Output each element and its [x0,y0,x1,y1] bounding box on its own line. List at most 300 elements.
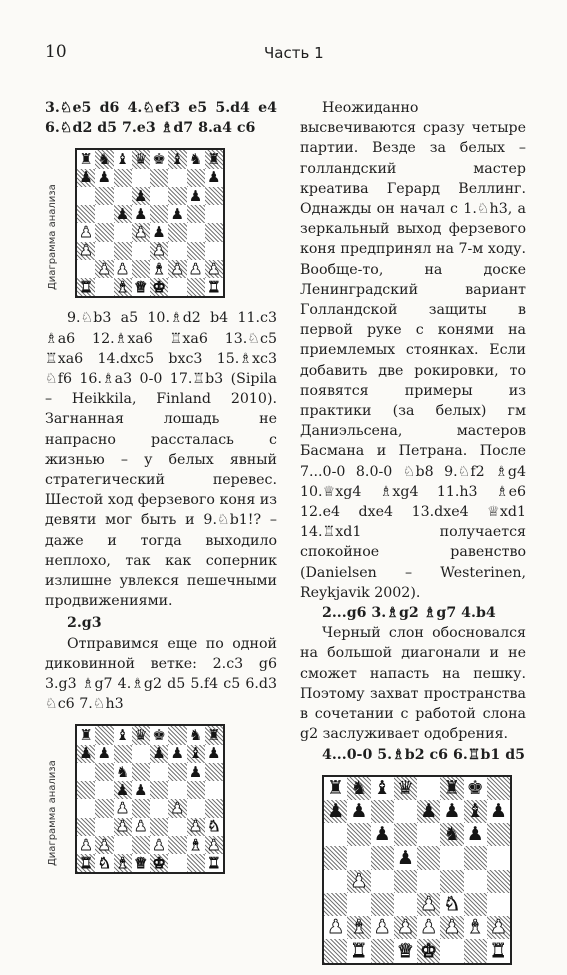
diagram-2 [45,724,277,874]
board-square [95,763,113,781]
board-square [187,726,205,744]
board-square [371,823,394,846]
board-square [187,223,205,241]
board-square [187,763,205,781]
white-pawn-icon: ♟ [207,259,221,278]
board-square [150,150,168,168]
board-square [77,745,95,763]
board-square [440,823,463,846]
black-knight-icon: ♞ [97,150,112,169]
board-square [417,823,440,846]
board-square [205,854,223,872]
left-column [45,98,277,884]
black-pawn-icon: ♟ [97,744,112,763]
white-king-icon: ♚ [152,854,166,872]
board-square [150,745,168,763]
board-square [394,893,417,916]
board-square [205,187,223,205]
black-pawn-icon: ♟ [207,744,221,763]
white-bishop-icon: ♝ [115,854,130,872]
black-pawn-icon: ♟ [466,823,484,846]
board-square [114,260,132,278]
white-pawn-icon: ♟ [396,916,414,939]
white-pawn-icon: ♟ [97,835,112,854]
black-bishop-icon: ♝ [170,150,185,169]
board-square [95,278,113,296]
board-square [168,818,186,836]
board-square [77,818,95,836]
board-square [77,169,95,187]
board-square [132,205,150,223]
board-square [371,893,394,916]
black-pawn-icon: ♟ [152,223,166,242]
white-knight-icon: ♞ [207,817,221,836]
board-square [324,800,347,823]
board-square [150,818,168,836]
analysis-paragraph: 9.♘b3 a5 10.♗d2 b4 11.c3 ♗a6 12.♗xa6 ♖xa6 13.♘c5 ♖xa6 14.dxc5 bxc3 15.♗xc3 ♘f6 16.♗a3 0-0 17.♖b3 (Sipila – Heikkila, Finland 2010). Загнанная лошадь не напрасно рассталась с жизнью – у белых явный стратегический перевес. Шестой ход ферзевого коня из девяти мог быть и 9.♘b1!? – даже и тогда выходило неплохо, так как соперник излишне увлекся пешечными продвижениями. [45,310,277,610]
black-pawn-icon: ♟ [443,800,461,823]
board-square [464,893,487,916]
board-square [168,799,186,817]
white-pawn-icon: ♟ [188,817,203,836]
diagram-label: Диаграмма анализа [47,184,58,291]
board-square [150,763,168,781]
board-square [187,205,205,223]
board-square [168,836,186,854]
board-square [324,823,347,846]
black-pawn-icon: ♟ [327,800,345,823]
board-square [464,870,487,893]
board-square [205,799,223,817]
board-square [187,836,205,854]
white-queen-icon: ♛ [134,854,148,872]
black-pawn-icon: ♟ [207,168,221,187]
board-square [150,854,168,872]
board-square [114,150,132,168]
white-knight-icon: ♞ [97,854,112,872]
black-pawn-icon: ♟ [188,186,203,205]
board-square [168,187,186,205]
white-pawn-icon: ♟ [152,241,166,260]
black-pawn-icon: ♟ [152,744,166,763]
board-square [150,205,168,223]
board-square [205,223,223,241]
board-square [150,169,168,187]
board-square [487,870,510,893]
board-square [95,836,113,854]
black-bishop-icon: ♝ [373,776,391,799]
black-rook-icon: ♜ [327,776,345,799]
board-square [205,726,223,744]
black-rook-icon: ♜ [207,150,221,169]
board-square [132,223,150,241]
page-number: 10 [45,42,67,62]
board-square [114,242,132,260]
board-square [371,939,394,962]
board-square [187,242,205,260]
black-pawn-icon: ♟ [134,186,148,205]
board-square [77,854,95,872]
white-knight-icon: ♞ [443,893,461,916]
white-rook-icon: ♜ [207,854,221,872]
board-square [394,777,417,800]
board-square [114,205,132,223]
board-square [132,726,150,744]
bishop-paragraph: Черный слон обосновался на большой диагонали и не сможет напасть на пешку. Поэтому захват пространства в сочетании с работой слона g2 заслуживает одобрения. [300,625,526,743]
white-pawn-icon: ♟ [79,835,93,854]
board-square [487,846,510,869]
white-pawn-icon: ♟ [79,223,93,242]
black-pawn-icon: ♟ [489,800,507,823]
board-square [417,777,440,800]
white-pawn-icon: ♟ [443,916,461,939]
board-square [77,187,95,205]
board-square [394,916,417,939]
board-square [168,242,186,260]
board-square [371,777,394,800]
board-square [77,781,95,799]
board-square [168,278,186,296]
board-square [440,893,463,916]
white-pawn-icon: ♟ [350,869,368,892]
board-square [132,169,150,187]
board-square [168,223,186,241]
black-king-icon: ♚ [466,776,484,799]
white-pawn-icon: ♟ [134,817,148,836]
white-pawn-icon: ♟ [170,259,185,278]
board-square [187,818,205,836]
board-square [77,260,95,278]
board-square [394,939,417,962]
board-square [347,939,370,962]
board-square [371,916,394,939]
black-knight-icon: ♞ [188,726,203,745]
board-square [205,745,223,763]
black-knight-icon: ♞ [115,762,130,781]
board-square [347,800,370,823]
white-pawn-icon: ♟ [188,259,203,278]
board-square [464,846,487,869]
black-knight-icon: ♞ [188,150,203,169]
white-pawn-icon: ♟ [115,799,130,818]
board-square [464,939,487,962]
board-square [168,150,186,168]
black-bishop-icon: ♝ [115,726,130,745]
board-square [394,870,417,893]
board-square [440,846,463,869]
board-square [95,187,113,205]
board-square [168,763,186,781]
board-square [114,799,132,817]
board-square [205,150,223,168]
chess-board [322,775,512,965]
board-square [95,854,113,872]
board-square [487,916,510,939]
board-square [77,223,95,241]
diagram-3 [300,775,526,965]
board-square [205,818,223,836]
board-square [440,870,463,893]
board-square [187,799,205,817]
black-pawn-icon: ♟ [373,823,391,846]
board-square [95,205,113,223]
board-square [150,242,168,260]
board-square [324,939,347,962]
board-square [168,854,186,872]
board-square [187,854,205,872]
move-heading-2g3: 2.g3 [67,615,102,632]
board-square [417,800,440,823]
board-square [417,939,440,962]
white-queen-icon: ♛ [396,939,414,962]
black-pawn-icon: ♟ [97,168,112,187]
black-knight-icon: ♞ [350,776,368,799]
white-pawn-icon: ♟ [327,916,345,939]
board-square [132,278,150,296]
black-pawn-icon: ♟ [115,205,130,223]
black-pawn-icon: ♟ [170,744,185,763]
black-pawn-icon: ♟ [188,762,203,781]
board-square [77,150,95,168]
board-square [77,242,95,260]
white-rook-icon: ♜ [489,939,507,962]
white-rook-icon: ♜ [207,278,221,296]
board-square [95,799,113,817]
board-square [114,187,132,205]
board-square [77,726,95,744]
black-pawn-icon: ♟ [79,168,93,187]
board-square [187,781,205,799]
board-square [132,150,150,168]
board-square [95,745,113,763]
board-square [95,726,113,744]
black-pawn-icon: ♟ [134,205,148,223]
branch-paragraph: Отправимся еще по одной диковинной ветке: 2.c3 g6 3.g3 ♗g7 4.♗g2 d5 5.f4 c5 6.d3 ♘c6 7.♘h3 [45,635,277,713]
board-square [95,150,113,168]
black-king-icon: ♚ [152,726,166,745]
board-square [464,916,487,939]
board-square [132,187,150,205]
board-square [132,818,150,836]
board-square [150,260,168,278]
board-square [324,870,347,893]
board-square [132,781,150,799]
board-square [187,169,205,187]
board-square [440,916,463,939]
board-square [114,818,132,836]
board-square [417,916,440,939]
black-bishop-icon: ♝ [466,800,484,823]
white-pawn-icon: ♟ [97,259,112,278]
black-pawn-icon: ♟ [134,781,148,799]
black-king-icon: ♚ [152,150,166,169]
board-square [114,169,132,187]
board-square [440,800,463,823]
move-heading-castle: 4...0-0 5.♗b2 c6 6.♖b1 d5 [322,746,526,763]
board-square [440,777,463,800]
diagram-1 [45,148,277,298]
white-pawn-icon: ♟ [420,916,438,939]
black-queen-icon: ♛ [134,150,148,169]
white-pawn-icon: ♟ [115,259,130,278]
board-square [187,745,205,763]
board-square [150,799,168,817]
board-square [487,893,510,916]
black-bishop-icon: ♝ [115,150,130,169]
board-square [347,846,370,869]
board-square [114,726,132,744]
black-pawn-icon: ♟ [115,781,130,799]
board-square [347,893,370,916]
board-square [150,278,168,296]
black-rook-icon: ♜ [207,726,221,745]
diagram-label: Диаграмма анализа [47,760,58,867]
board-square [187,187,205,205]
white-rook-icon: ♜ [350,939,368,962]
board-square [417,846,440,869]
board-square [324,916,347,939]
white-rook-icon: ♜ [79,278,93,296]
board-square [371,870,394,893]
chess-board [75,724,225,874]
board-square [205,763,223,781]
board-square [324,777,347,800]
board-square [417,870,440,893]
board-square [347,870,370,893]
board-square [114,781,132,799]
black-bishop-icon: ♝ [188,744,203,763]
board-square [440,939,463,962]
board-square [95,781,113,799]
board-square [132,242,150,260]
black-pawn-icon: ♟ [79,744,93,763]
white-pawn-icon: ♟ [373,916,391,939]
move-heading-g6: 2...g6 3.♗g2 ♗g7 4.b4 [322,605,496,622]
board-square [324,893,347,916]
black-knight-icon: ♞ [443,823,461,846]
white-bishop-icon: ♝ [466,916,484,939]
board-square [205,242,223,260]
board-square [324,846,347,869]
board-square [168,781,186,799]
board-square [205,781,223,799]
board-square [77,763,95,781]
board-square [205,169,223,187]
board-square [371,800,394,823]
board-square [168,726,186,744]
board-square [464,777,487,800]
white-bishop-icon: ♝ [115,278,130,296]
black-rook-icon: ♜ [79,150,93,169]
board-square [487,939,510,962]
board-square [77,799,95,817]
board-square [114,223,132,241]
white-king-icon: ♚ [152,278,166,296]
board-square [77,278,95,296]
white-pawn-icon: ♟ [79,241,93,260]
board-square [150,726,168,744]
black-rook-icon: ♜ [443,776,461,799]
board-square [205,260,223,278]
board-square [168,205,186,223]
black-queen-icon: ♛ [134,726,148,745]
white-pawn-icon: ♟ [207,835,221,854]
black-pawn-icon: ♟ [170,205,185,223]
board-square [168,260,186,278]
black-rook-icon: ♜ [79,726,93,745]
board-square [132,763,150,781]
board-square [77,836,95,854]
white-rook-icon: ♜ [79,854,93,872]
board-square [187,150,205,168]
board-square [150,223,168,241]
board-square [347,916,370,939]
board-square [132,799,150,817]
board-square [95,260,113,278]
board-square [464,800,487,823]
board-square [150,836,168,854]
black-pawn-icon: ♟ [396,846,414,869]
board-square [95,169,113,187]
board-square [347,777,370,800]
board-square [132,854,150,872]
board-square [114,745,132,763]
running-header: Часть 1 [264,44,324,62]
commentary-paragraph: Неожиданно высвечиваются сразу четыре партии. Везде за белых – голландский мастер креатива Герард Веллинг. Однажды он начал с 1.♘h3, а зеркальный выход ферзевого коня предпринял на 7-м ходу. Вообще-то, на доске Ленинградский вариант Голландской защиты в первой руке с конями на приемлемых стоянках. Если добавить две рокировки, то появятся примеры из практики (за белых) гм Даниэльсена, мастеров Басмана и Петрана. После 7...0-0 8.0-0 ♘b8 9.♘f2 ♗g4 10.♕xg4 ♗xg4 11.h3 ♗e6 12.e4 dxe4 13.dxe4 ♕xd1 14.♖xd1 получается спокойное равенство (Danielsen – Westerinen, Reykjavik 2002). [300,100,526,601]
board-square [487,777,510,800]
board-square [150,781,168,799]
board-square [132,836,150,854]
board-square [417,893,440,916]
white-king-icon: ♚ [420,939,438,962]
board-square [168,745,186,763]
black-queen-icon: ♛ [396,776,414,799]
board-square [187,260,205,278]
board-square [464,823,487,846]
white-pawn-icon: ♟ [420,893,438,916]
board-square [77,205,95,223]
board-square [114,836,132,854]
white-bishop-icon: ♝ [350,916,368,939]
board-square [487,800,510,823]
black-pawn-icon: ♟ [350,800,368,823]
black-pawn-icon: ♟ [420,800,438,823]
board-square [95,818,113,836]
board-square [394,846,417,869]
board-square [371,846,394,869]
white-queen-icon: ♛ [134,278,148,296]
board-square [114,854,132,872]
board-square [394,800,417,823]
board-square [95,242,113,260]
board-square [132,260,150,278]
board-square [114,763,132,781]
board-square [95,223,113,241]
board-square [347,823,370,846]
board-square [205,205,223,223]
board-square [150,187,168,205]
board-square [132,745,150,763]
move-sequence-1: 3.♘e5 d6 4.♘ef3 e5 5.d4 e4 6.♘d2 d5 7.e3 ♗d7 8.a4 c6 [45,100,277,137]
board-square [205,836,223,854]
right-column [300,98,526,975]
board-square [205,278,223,296]
white-pawn-icon: ♟ [134,223,148,242]
board-square [187,278,205,296]
chess-board [75,148,225,298]
white-bishop-icon: ♝ [188,835,203,854]
board-square [394,823,417,846]
